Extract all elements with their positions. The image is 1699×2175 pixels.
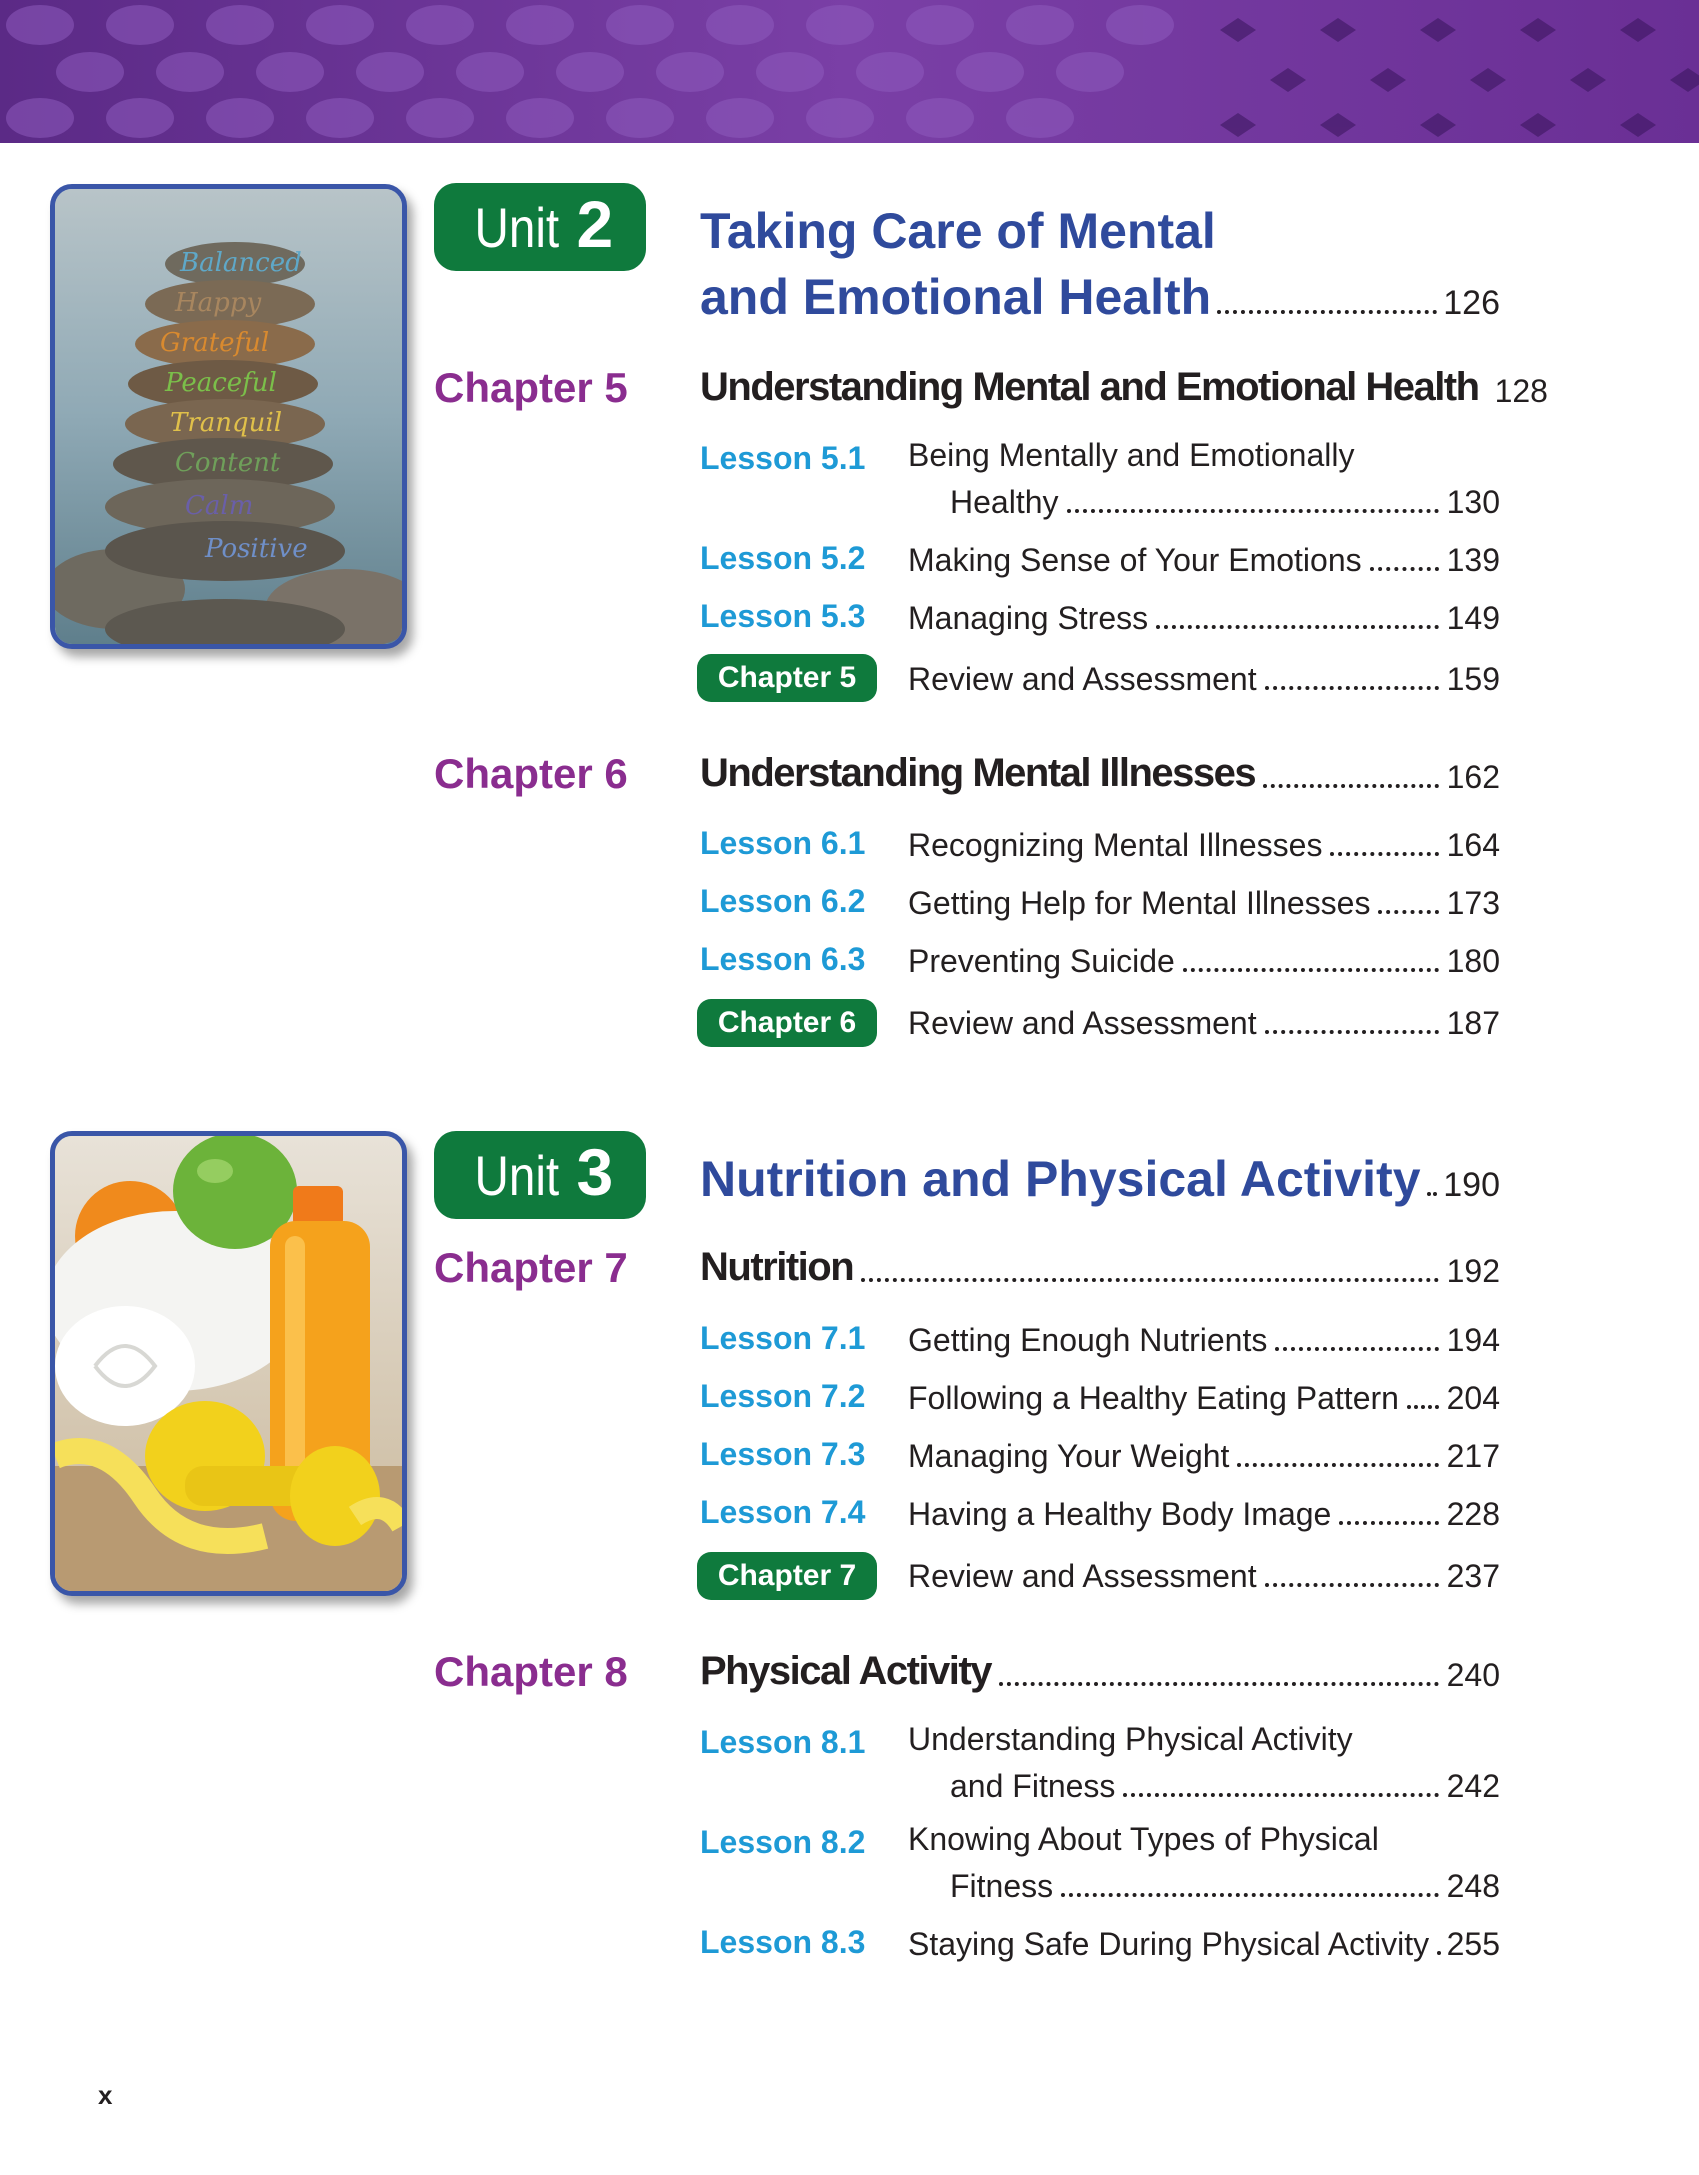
lesson-label: Lesson 7.4 [700,1494,866,1530]
lesson-title: Having a Healthy Body Image [908,1496,1332,1532]
lesson-label: Lesson 8.1 [700,1724,866,1760]
unit-badge-word: Unit [474,196,559,259]
lesson-title: Recognizing Mental Illnesses [908,827,1323,863]
lesson-label: Lesson 8.2 [700,1824,866,1860]
svg-text:Tranquil: Tranquil [170,408,283,438]
lesson-label: Lesson 6.2 [700,883,866,919]
lesson-title: Being Mentally and Emotionally [908,437,1355,473]
leader-dots [1437,1925,1438,1955]
chapter-review-badge: Chapter 7 [697,1552,877,1600]
leader-dots [1061,1867,1438,1897]
lesson-page: 149 [1446,600,1500,636]
lesson-label: Lesson 8.3 [700,1924,866,1960]
lesson-label: Lesson 5.2 [700,540,866,576]
unit-badge [434,183,646,271]
lesson-title: Following a Healthy Eating Pattern [908,1380,1399,1416]
review-entry[interactable] [908,1553,1500,1595]
svg-text:Content: Content [175,448,281,478]
chapter-page: 240 [1446,1657,1500,1693]
svg-text:Positive: Positive [205,534,308,564]
svg-text:Calm: Calm [185,491,254,521]
leader-dots [1427,1192,1438,1196]
lesson-label: Lesson 6.3 [700,941,866,977]
lesson-entry[interactable] [908,537,1500,579]
leader-dots [1156,599,1438,629]
lesson-label: Lesson 7.1 [700,1320,866,1356]
chapter-review-badge: Chapter 6 [697,999,877,1047]
review-title: Review and Assessment [908,661,1257,697]
lesson-page: 164 [1446,827,1500,863]
leader-dots [1123,1767,1438,1797]
lesson-entry[interactable] [908,938,1500,980]
review-page: 159 [1446,661,1500,697]
chapter-title: Nutrition [700,1245,854,1289]
review-title: Review and Assessment [908,1558,1257,1594]
banner-pattern [0,0,1699,143]
lesson-title-cont: Fitness [950,1868,1054,1904]
leader-dots [1263,756,1438,788]
leader-dots [1407,1379,1439,1409]
leader-dots [1265,1557,1439,1587]
svg-text:Grateful: Grateful [160,328,270,358]
lesson-entry[interactable] [908,1375,1500,1417]
unit-badge-word: Unit [474,1144,559,1207]
unit-title [700,198,1500,336]
lesson-title: Knowing About Types of Physical [908,1821,1379,1857]
review-title: Review and Assessment [908,1005,1257,1041]
chapter-label: Chapter 6 [434,750,628,797]
lesson-label: Lesson 5.1 [700,440,866,476]
review-page: 187 [1446,1005,1500,1041]
leader-dots [1378,884,1438,914]
leader-dots [1265,1004,1439,1034]
leader-dots [999,1654,1439,1686]
lesson-label: Lesson 7.2 [700,1378,866,1414]
review-entry[interactable] [908,1000,1500,1042]
leader-dots [1330,826,1438,856]
page-number: x [98,2080,113,2110]
lesson-title: Staying Safe During Physical Activity [908,1926,1430,1962]
lesson-entry[interactable] [908,1821,1500,1905]
leader-dots [1067,483,1439,513]
lesson-entry[interactable] [908,880,1500,922]
stacked-stones-photo [50,184,407,649]
chapter-entry[interactable] [700,752,1500,796]
lesson-title-cont: Healthy [950,484,1059,520]
lesson-page: 242 [1446,1768,1500,1804]
leader-dots [1237,1437,1438,1467]
unit-badge-number: 3 [576,1135,614,1209]
chapter-entry[interactable] [700,1650,1500,1694]
lesson-title: Managing Stress [908,600,1149,636]
lesson-entry[interactable] [908,822,1500,864]
chapter-label: Chapter 7 [434,1244,628,1291]
review-entry[interactable] [908,656,1500,698]
leader-dots [1339,1495,1438,1525]
lesson-entry[interactable] [908,1433,1500,1475]
lesson-title: Managing Your Weight [908,1438,1230,1474]
chapter-title: Physical Activity [700,1649,991,1693]
unit-badge [434,1131,646,1219]
chapter-entry[interactable] [700,1246,1500,1290]
leader-dots [1370,541,1439,571]
unit-title-line1: Taking Care of Mental [700,203,1216,259]
lesson-title: Getting Enough Nutrients [908,1322,1268,1358]
lesson-title-cont: and Fitness [950,1768,1116,1804]
leader-dots [1265,660,1439,690]
lesson-entry[interactable] [908,595,1500,637]
chapter-label: Chapter 8 [434,1648,628,1695]
lesson-entry[interactable] [908,1721,1500,1805]
unit-title-line1: Nutrition and Physical Activity [700,1151,1421,1207]
lesson-title: Getting Help for Mental Illnesses [908,885,1371,921]
lesson-label: Lesson 5.3 [700,598,866,634]
unit-page: 126 [1443,284,1500,322]
lesson-title: Understanding Physical Activity [908,1721,1353,1757]
lesson-page: 248 [1446,1868,1500,1904]
unit-title-line2: and Emotional Health [700,269,1212,325]
leader-dots [1275,1321,1438,1351]
chapter-page: 162 [1446,759,1500,795]
lesson-entry[interactable] [908,1317,1500,1359]
lesson-label: Lesson 6.1 [700,825,866,861]
lesson-page: 194 [1446,1322,1500,1358]
unit-title [700,1146,1500,1218]
svg-text:Balanced: Balanced [180,248,302,278]
header-banner [0,0,1699,143]
lesson-page: 204 [1446,1380,1500,1416]
lesson-page: 130 [1446,484,1500,520]
review-page: 237 [1446,1558,1500,1594]
lesson-entry[interactable] [908,437,1500,521]
lesson-title: Making Sense of Your Emotions [908,542,1362,578]
leader-dots [861,1250,1438,1282]
lesson-page: 217 [1446,1438,1500,1474]
chapter-entry[interactable] [700,365,1548,410]
unit-badge-number: 2 [576,187,614,261]
svg-text:Peaceful: Peaceful [165,368,277,398]
lesson-entry[interactable] [908,1491,1500,1533]
lesson-page: 139 [1446,542,1500,578]
lesson-page: 180 [1446,943,1500,979]
leader-dots [1183,942,1439,972]
lesson-page: 255 [1446,1926,1500,1962]
svg-text:Happy: Happy [175,288,262,318]
chapter-label: Chapter 5 [434,364,628,411]
chapter-page: 128 [1494,373,1548,409]
lesson-entry[interactable] [908,1921,1500,1963]
unit-page: 190 [1443,1166,1500,1204]
lesson-label: Lesson 7.3 [700,1436,866,1472]
fitness-nutrition-photo [50,1131,407,1596]
chapter-page: 192 [1446,1253,1500,1289]
lesson-page: 173 [1446,885,1500,921]
leader-dots [1217,310,1437,314]
chapter-title: Understanding Mental and Emotional Health [700,365,1479,409]
lesson-page: 228 [1446,1496,1500,1532]
chapter-title: Understanding Mental Illnesses [700,751,1256,795]
chapter-review-badge: Chapter 5 [697,654,877,702]
lesson-title: Preventing Suicide [908,943,1175,979]
